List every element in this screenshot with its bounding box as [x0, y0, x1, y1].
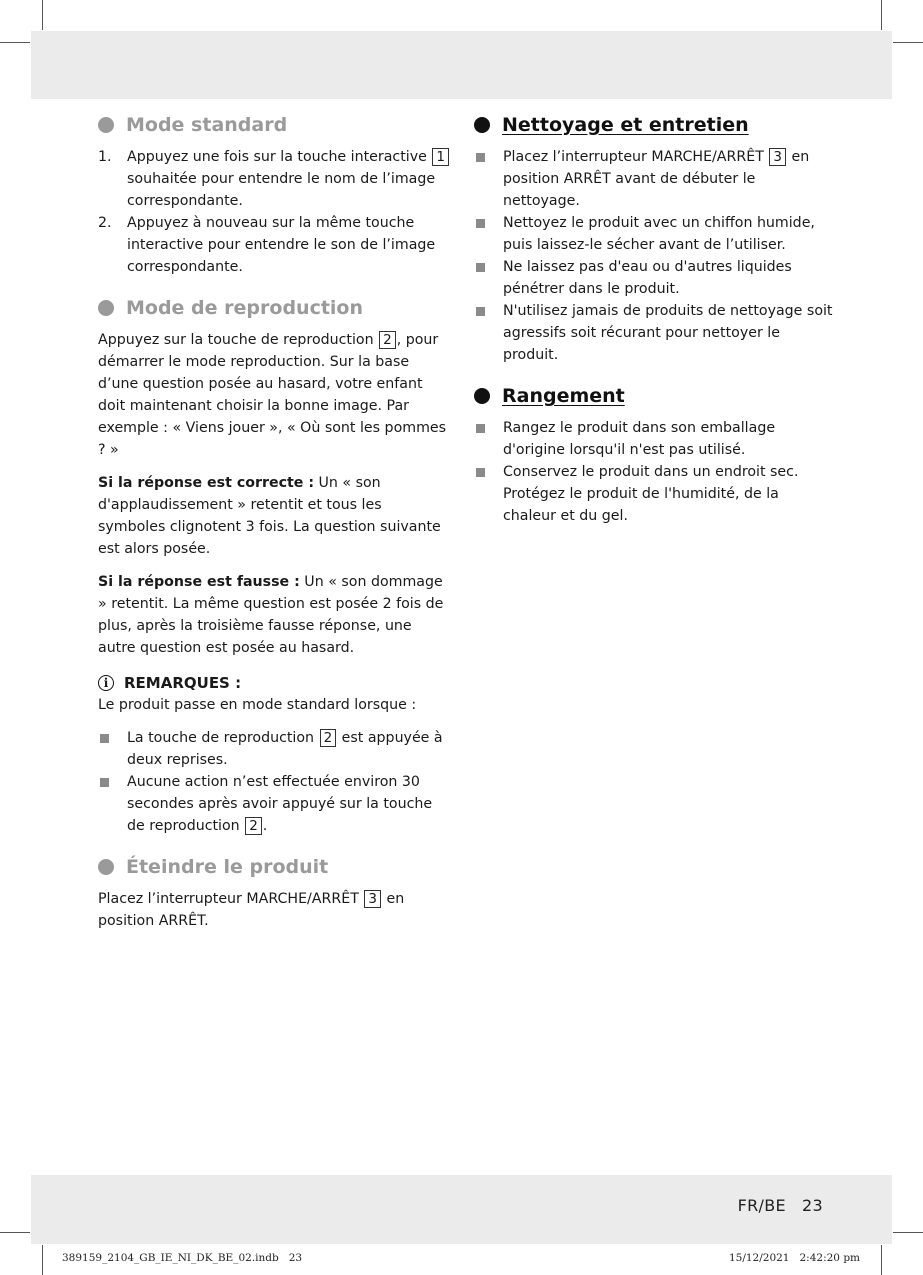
list-item-text	[127, 771, 450, 837]
cleaning-list	[474, 146, 834, 366]
step-number: 2.	[98, 215, 112, 231]
reference-number-box: 2	[245, 817, 262, 835]
list-item	[474, 417, 834, 461]
text-part: Placez l’interrupteur MARCHE/ARRÊT	[503, 149, 769, 165]
step-text: Appuyez à nouveau sur la même touche interactive pour entendre le son de l’image correspondante.	[127, 215, 436, 275]
remarks-list	[98, 727, 450, 837]
text-part: est appuyée à deux reprises.	[127, 730, 443, 768]
list-item	[98, 727, 450, 771]
header-band	[31, 31, 892, 99]
paragraph	[98, 888, 450, 932]
info-icon: i	[98, 675, 114, 691]
paragraph	[98, 571, 450, 659]
right-column	[474, 112, 834, 527]
bullet-dot-icon	[98, 859, 114, 875]
print-timestamp: 15/12/2021 2:42:20 pm	[728, 1252, 860, 1264]
bullet-dot-icon	[474, 117, 490, 133]
crop-mark	[0, 1232, 30, 1233]
list-item-text: Rangez le produit dans son emballage d'origine lorsqu'il n'est pas utilisé.	[503, 420, 776, 458]
list-item	[474, 461, 834, 527]
list-item-text: Ne laissez pas d'eau ou d'autres liquides pénétrer dans le produit.	[503, 259, 792, 297]
step-text-part: Appuyez une fois sur la touche interactive	[127, 149, 432, 165]
bullet-dot-icon	[98, 300, 114, 316]
crop-mark	[881, 0, 882, 30]
list-item-text: Nettoyez le produit avec un chiffon humide, puis laissez-le sécher avant de l’utiliser.	[503, 215, 815, 253]
heading-text: Mode de reproduction	[126, 297, 364, 319]
section-heading-mode-standard	[98, 112, 450, 138]
crop-mark	[893, 1232, 923, 1233]
file-name: 389159_2104_GB_IE_NI_DK_BE_02.indb 23	[62, 1252, 303, 1264]
storage-list	[474, 417, 834, 527]
reference-number-box: 2	[320, 729, 337, 747]
square-bullet-icon	[476, 153, 485, 162]
text-part: , pour démarrer le mode reproduction. Sur la base d’une question posée au hasard, votre enfant doit maintenant choisir la bonne image. Par exemple : « Viens jouer », « Où sont les pommes ? »	[98, 332, 447, 458]
remarks-title	[98, 672, 450, 694]
list-item-text	[127, 727, 450, 771]
paragraph	[98, 329, 450, 461]
bullet-dot-icon	[474, 388, 490, 404]
crop-mark	[881, 1245, 882, 1275]
list-item-text	[503, 146, 834, 212]
step-number: 1.	[98, 149, 112, 165]
square-bullet-icon	[100, 734, 109, 743]
wrong-answer-label: Si la réponse est fausse :	[98, 574, 300, 590]
page-number: FR/BE 23	[737, 1196, 823, 1215]
text-part: .	[262, 818, 268, 834]
square-bullet-icon	[476, 468, 485, 477]
remarks-intro: Le produit passe en mode standard lorsque :	[98, 697, 417, 713]
text-part: Un « son dommage » retentit. La même question est posée 2 fois de plus, après la troisième fausse réponse, une autre question est posée au hasard.	[98, 574, 444, 656]
paragraph	[98, 472, 450, 560]
reference-number-box: 1	[432, 148, 449, 166]
section-heading-eteindre	[98, 854, 450, 880]
square-bullet-icon	[476, 424, 485, 433]
step-text-part: souhaitée pour entendre le nom de l’image correspondante.	[127, 171, 436, 209]
heading-text: Nettoyage et entretien	[502, 114, 749, 136]
heading-text: Rangement	[502, 385, 625, 407]
list-item	[474, 300, 834, 366]
text-part: Un « son d'applaudissement » retentit et tous les symboles clignotent 3 fois. La question suivante est alors posée.	[98, 475, 441, 557]
list-item	[474, 212, 834, 256]
left-column	[98, 112, 450, 932]
correct-answer-label: Si la réponse est correcte :	[98, 475, 315, 491]
reference-number-box: 2	[379, 331, 396, 349]
text-part: Placez l’interrupteur MARCHE/ARRÊT	[98, 891, 364, 907]
reference-number-box: 3	[769, 148, 786, 166]
crop-mark	[0, 42, 30, 43]
list-item-text: N'utilisez jamais de produits de nettoyage soit agressifs soit récurant pour nettoyer le produit.	[503, 303, 833, 363]
crop-mark	[893, 42, 923, 43]
heading-text: Mode standard	[126, 114, 288, 136]
text-part: Aucune action n’est effectuée environ 30 secondes après avoir appuyé sur la touche de reproduction	[127, 774, 433, 834]
square-bullet-icon	[476, 263, 485, 272]
section-heading-nettoyage	[474, 112, 834, 138]
square-bullet-icon	[100, 778, 109, 787]
square-bullet-icon	[476, 307, 485, 316]
list-item	[98, 771, 450, 837]
square-bullet-icon	[476, 219, 485, 228]
heading-text: Éteindre le produit	[126, 856, 329, 878]
crop-mark	[42, 0, 43, 30]
section-heading-mode-reproduction	[98, 295, 450, 321]
reference-number-box: 3	[364, 890, 381, 908]
bullet-dot-icon	[98, 117, 114, 133]
list-item	[474, 256, 834, 300]
list-item	[98, 212, 450, 278]
text-part: Appuyez sur la touche de reproduction	[98, 332, 379, 348]
section-heading-rangement	[474, 383, 834, 409]
list-item	[98, 146, 450, 212]
crop-mark	[42, 1245, 43, 1275]
remarks-title-text: REMARQUES :	[124, 674, 242, 692]
text-part: La touche de reproduction	[127, 730, 319, 746]
text-part: en position ARRÊT avant de débuter le nettoyage.	[503, 149, 810, 209]
list-item-text: Conservez le produit dans un endroit sec. Protégez le produit de l'humidité, de la chaleur et du gel.	[503, 464, 799, 524]
steps-list	[98, 146, 450, 278]
text-part: en position ARRÊT.	[98, 891, 405, 929]
step-text	[127, 146, 450, 212]
list-item	[474, 146, 834, 212]
